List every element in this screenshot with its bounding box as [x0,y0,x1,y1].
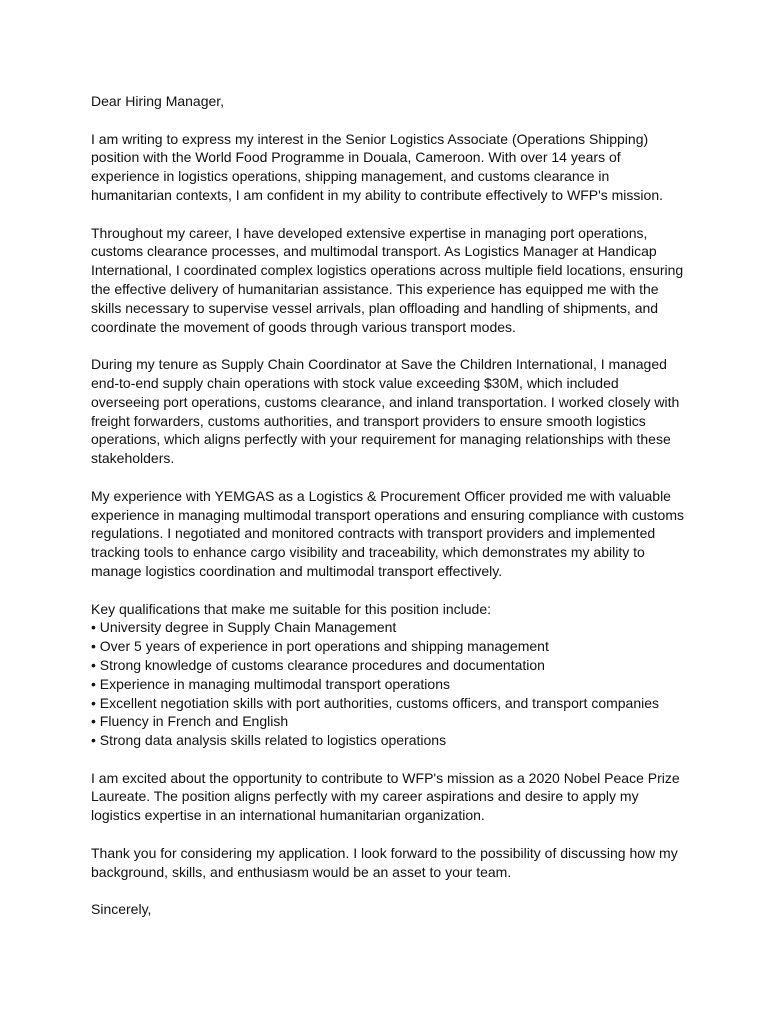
cover-letter [91,92,691,938]
closing-paragraph-mission: I am excited about the opportunity to contribute to WFP's mission as a 2020 Nobel Peace Prize Laureate. The position aligns perfectly with my career aspirations and desire to apply my logistics expertise in an international humanitarian organization. [91,769,680,824]
body-paragraph-save-the-children: During my tenure as Supply Chain Coordinator at Save the Children International, I managed end-to-end supply chain operations with stock value exceeding $30M, which included overseeing port operations, customs clearance, and inland transportation. I worked closely with freight forwarders, customs authorities, and transport providers to ensure smooth logistics operations, which aligns perfectly with your requirement for managing relationships with these stakeholders. [91,356,680,467]
qualification-item: • Fluency in French and English [91,713,289,730]
closing-paragraph-thanks: Thank you for considering my application. I look forward to the possibility of discussing how my background, skills, and enthusiasm would be an asset to your team. [91,844,678,880]
qualification-item: • University degree in Supply Chain Management [91,619,397,636]
qualifications-intro: Key qualifications that make me suitable for this position include: [91,600,491,617]
body-paragraph-yemgas: My experience with YEMGAS as a Logistics & Procurement Officer provided me with valuable experience in managing multimodal transport operations and ensuring compliance with customs regulations. I negotiated and monitored contracts with transport providers and implemented tracking tools to enhance cargo visibility and traceability, which demonstrates my ability to manage logistics coordination and multimodal transport effectively. [91,487,684,579]
sign-off: Sincerely, [91,901,152,918]
qualification-item: • Strong data analysis skills related to logistics operations [91,732,447,749]
qualification-item: • Strong knowledge of customs clearance procedures and documentation [91,656,545,673]
qualification-item: • Over 5 years of experience in port operations and shipping management [91,638,549,655]
qualification-item: • Excellent negotiation skills with port authorities, customs officers, and transport companies [91,694,660,711]
qualifications-section [91,600,691,750]
body-paragraph-handicap-international: Throughout my career, I have developed extensive expertise in managing port operations, customs clearance processes, and multimodal transport. As Logistics Manager at Handicap International, I coordinated complex logistics operations across multiple field locations, ensuring the effective delivery of humanitarian assistance. This experience has equipped me with the skills necessary to supervise vessel arrivals, plan offloading and handling of shipments, and coordinate the movement of goods through various transport modes. [91,224,684,335]
qualification-item: • Experience in managing multimodal transport operations [91,675,450,692]
body-paragraph-intro: I am writing to express my interest in the Senior Logistics Associate (Operations Shipping) position with the World Food Programme in Douala, Cameroon. With over 14 years of experience in logistics operations, shipping management, and customs clearance in humanitarian contexts, I am confident in my ability to contribute effectively to WFP's mission. [91,130,663,203]
salutation: Dear Hiring Manager, [91,93,225,109]
